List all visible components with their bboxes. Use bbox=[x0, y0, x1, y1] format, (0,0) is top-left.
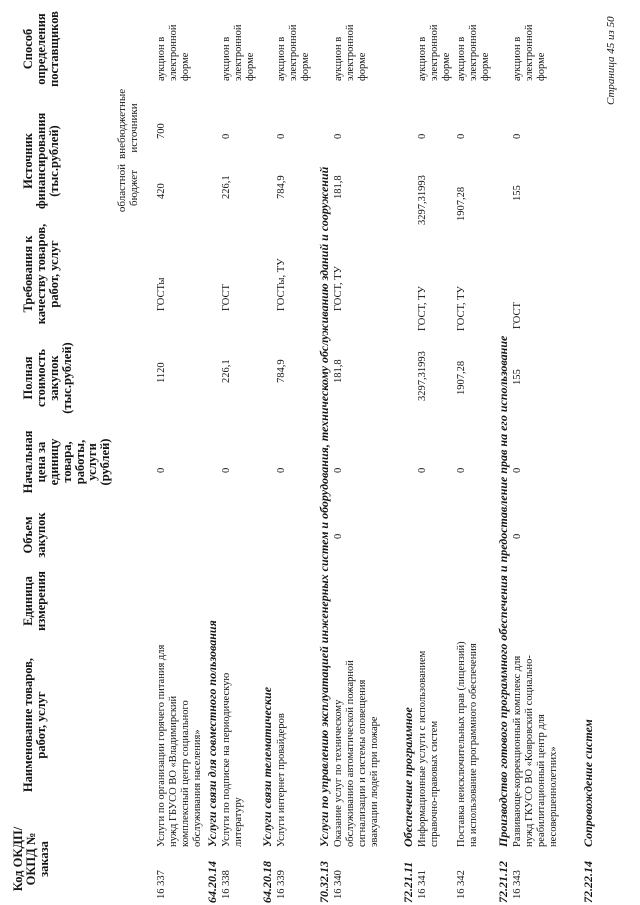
row-name: Услуги интернет провайдеров bbox=[276, 713, 287, 847]
row-total: 1907,28 bbox=[456, 360, 467, 395]
row-extra: 0 bbox=[456, 133, 467, 139]
row-extra: 0 bbox=[276, 133, 287, 139]
row-regional: 784,9 bbox=[276, 175, 287, 199]
row-method: аукцион в электронной форме bbox=[221, 24, 256, 81]
header-total: Полная стоимость закупок (тыс.рублей) bbox=[21, 342, 74, 414]
row-method: аукцион в электронной форме bbox=[156, 24, 191, 81]
row-name: Информационные услуги с использованием справочно-правовых систем bbox=[417, 650, 440, 847]
row-extra: 700 bbox=[156, 123, 167, 139]
row-total: 155 bbox=[512, 369, 523, 385]
header-funding: Источник финансирования (тыс.рублей) bbox=[21, 112, 61, 209]
row-method: аукцион в электронной форме bbox=[276, 24, 311, 81]
row-number: 16 343 bbox=[512, 870, 523, 899]
row-price: 0 bbox=[276, 467, 287, 473]
row-extra: 0 bbox=[333, 133, 344, 139]
section-title: Обеспечение программное bbox=[401, 707, 415, 847]
header-unit-price-2: услуги (рублей) bbox=[85, 438, 112, 486]
row-total: 784,9 bbox=[276, 359, 287, 383]
row-regional: 226,1 bbox=[221, 175, 232, 199]
section-code: 72.22.14 bbox=[581, 861, 595, 903]
row-requirements: ГОСТ, ТУ bbox=[333, 266, 344, 311]
row-requirements: ГОСТ, ТУ bbox=[456, 286, 467, 331]
section-code: 64.20.18 bbox=[260, 861, 274, 903]
row-regional: 181,8 bbox=[333, 175, 344, 199]
row-volume: 0 bbox=[512, 533, 523, 539]
row-extra: 0 bbox=[417, 133, 428, 139]
row-requirements: ГОСТ bbox=[512, 302, 523, 329]
header-name: Наименование товаров, работ, услуг bbox=[21, 657, 48, 793]
row-regional: 420 bbox=[156, 183, 167, 199]
row-price: 0 bbox=[221, 467, 232, 473]
row-total: 1120 bbox=[156, 362, 167, 383]
row-method: аукцион в электронной форме bbox=[512, 24, 547, 81]
header-funding-extra: внебюджетные источники bbox=[116, 88, 140, 159]
row-requirements: ГОСТы bbox=[156, 277, 167, 311]
row-method: аукцион в электронной форме bbox=[417, 24, 452, 81]
row-regional: 3297,31993 bbox=[417, 175, 428, 225]
header-requirements: Требования к качеству товаров, работ, услуг bbox=[21, 223, 61, 325]
row-requirements: ГОСТ bbox=[221, 284, 232, 311]
row-price: 0 bbox=[156, 467, 167, 473]
section-code: 64.20.14 bbox=[205, 861, 219, 903]
row-name: Услуги по организации горячего питания для нужд ГБУСО ВО «Владимирский комплексный центр социального обслуживания населения» bbox=[156, 644, 203, 847]
row-price: 0 bbox=[417, 467, 428, 473]
row-price: 0 bbox=[512, 467, 523, 473]
row-name: Услуги по подписке на периодическую литературу bbox=[221, 672, 244, 847]
row-requirements: ГОСТ, ТУ bbox=[417, 286, 428, 331]
section-title: Сопровождение систем bbox=[581, 719, 595, 847]
header-method: Способ определения поставщиков bbox=[21, 11, 61, 87]
page-number: Страница 45 из 50 bbox=[605, 16, 617, 105]
row-number: 16 340 bbox=[333, 870, 344, 899]
row-name: Оказание услуг по техническому обслуживанию автоматической пожарной сигнализации и системы оповещения эвакуации людей при пожаре bbox=[333, 660, 380, 847]
row-number: 16 338 bbox=[221, 870, 232, 899]
row-name: Поставка неисключительных прав (лицензий) на использование программного обеспечения bbox=[456, 641, 479, 847]
header-funding-regional: областной бюджет bbox=[116, 163, 140, 213]
row-number: 16 342 bbox=[456, 870, 467, 899]
row-price: 0 bbox=[333, 467, 344, 473]
section-code: 72.21.12 bbox=[496, 861, 510, 903]
row-total: 181,8 bbox=[333, 359, 344, 383]
row-regional: 155 bbox=[512, 185, 523, 201]
header-code: Код ОКДП/ ОКПД № заказа bbox=[11, 826, 51, 892]
section-title: Услуги связи для совместного пользования bbox=[205, 620, 219, 847]
row-extra: 0 bbox=[221, 133, 232, 139]
header-unit-price: Начальная цена за единицу товара, работы, bbox=[21, 430, 87, 494]
section-code: 72.21.11 bbox=[401, 861, 415, 903]
row-requirements: ГОСТы, ТУ bbox=[276, 258, 287, 311]
header-unit: Единица измерения bbox=[21, 571, 48, 631]
row-method: аукцион в электронной форме bbox=[456, 24, 491, 81]
row-price: 0 bbox=[456, 467, 467, 473]
section-title: Услуги связи телематические bbox=[260, 686, 274, 847]
section-code: 70.32.13 bbox=[317, 861, 331, 903]
row-method: аукцион в электронной форме bbox=[333, 24, 368, 81]
section-title: Услуги по управлению эксплуатацией инженерных систем и оборудования, техническому обслуживанию зданий и сооружений bbox=[317, 166, 331, 847]
section-title: Производство готового программного обеспечения и предоставление прав на его использование bbox=[496, 335, 510, 847]
row-name: Развивающе-коррекционный комплекс для нужд ГКУСО ВО «Ковровский социально-реабилитационный центр для несовершеннолетних» bbox=[512, 655, 559, 847]
header-volume: Объем закупок bbox=[21, 512, 48, 558]
row-number: 16 339 bbox=[276, 870, 287, 899]
row-number: 16 337 bbox=[156, 870, 167, 899]
row-volume: 0 bbox=[333, 533, 344, 539]
row-regional: 1907,28 bbox=[456, 186, 467, 221]
row-number: 16 341 bbox=[417, 870, 428, 899]
row-total: 3297,31993 bbox=[417, 351, 428, 401]
row-total: 226,1 bbox=[221, 359, 232, 383]
row-extra: 0 bbox=[512, 133, 523, 139]
